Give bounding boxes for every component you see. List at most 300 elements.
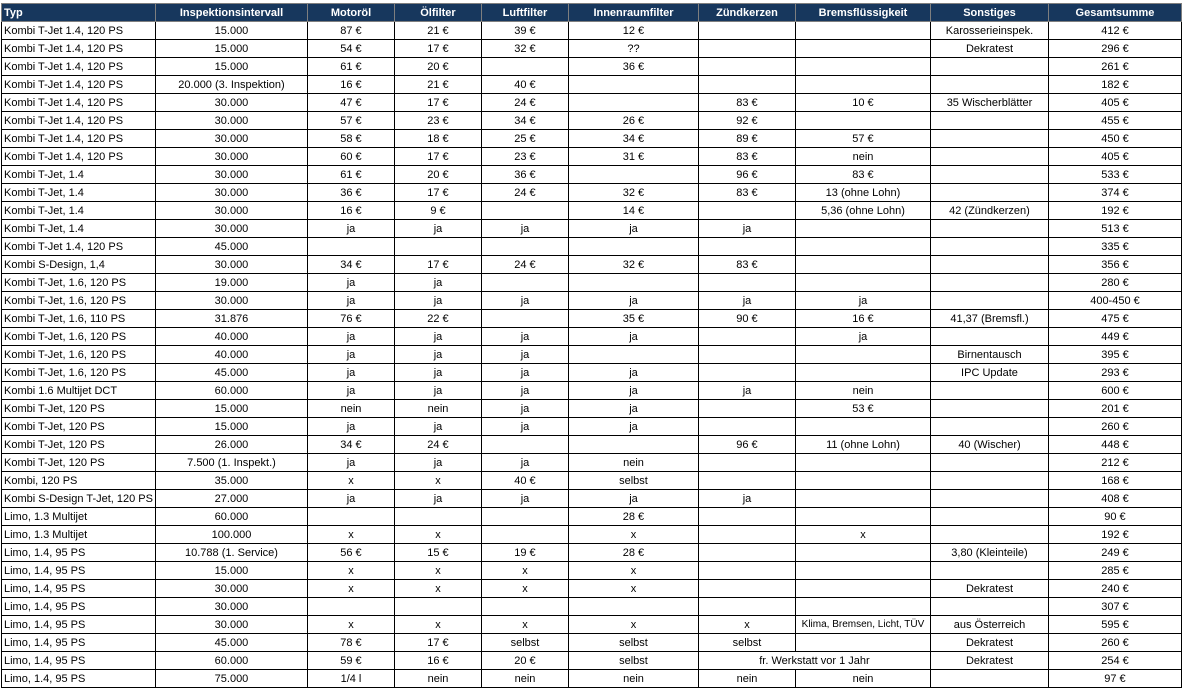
cell-innenraumfilter[interactable]: ja bbox=[568, 328, 698, 346]
cell-zuendkerzen[interactable]: 90 € bbox=[698, 310, 795, 328]
cell-luftfilter[interactable]: 39 € bbox=[481, 22, 568, 40]
cell-motoroel[interactable]: x bbox=[307, 616, 394, 634]
cell-typ[interactable]: Kombi T-Jet, 120 PS bbox=[2, 436, 156, 454]
cell-sonstiges[interactable]: Dekratest bbox=[930, 40, 1048, 58]
cell-zuendkerzen[interactable] bbox=[698, 328, 795, 346]
cell-interval[interactable]: 100.000 bbox=[155, 526, 307, 544]
cell-luftfilter[interactable] bbox=[481, 598, 568, 616]
cell-motoroel[interactable]: nein bbox=[307, 400, 394, 418]
cell-bremsfluessigkeit[interactable]: 16 € bbox=[795, 310, 930, 328]
cell-motoroel[interactable]: ja bbox=[307, 220, 394, 238]
cell-interval[interactable]: 15.000 bbox=[155, 40, 307, 58]
cell-interval[interactable]: 30.000 bbox=[155, 256, 307, 274]
cell-interval[interactable]: 35.000 bbox=[155, 472, 307, 490]
cell-innenraumfilter[interactable]: ja bbox=[568, 490, 698, 508]
cell-bremsfluessigkeit[interactable]: ja bbox=[795, 292, 930, 310]
cell-zuendkerzen[interactable] bbox=[698, 274, 795, 292]
cell-gesamtsumme[interactable]: 249 € bbox=[1048, 544, 1181, 562]
cell-bremsfluessigkeit[interactable]: 83 € bbox=[795, 166, 930, 184]
cell-typ[interactable]: Kombi T-Jet 1.4, 120 PS bbox=[2, 112, 156, 130]
cell-innenraumfilter[interactable]: 35 € bbox=[568, 310, 698, 328]
cell-interval[interactable]: 60.000 bbox=[155, 652, 307, 670]
cell-zuendkerzen[interactable]: selbst bbox=[698, 634, 795, 652]
cell-oelfilter[interactable]: ja bbox=[394, 274, 481, 292]
cell-gesamtsumme[interactable]: 600 € bbox=[1048, 382, 1181, 400]
cell-interval[interactable]: 60.000 bbox=[155, 382, 307, 400]
cell-oelfilter[interactable]: x bbox=[394, 580, 481, 598]
cell-sonstiges[interactable] bbox=[930, 292, 1048, 310]
cell-typ[interactable]: Limo, 1.4, 95 PS bbox=[2, 616, 156, 634]
cell-typ[interactable]: Kombi T-Jet 1.4, 120 PS bbox=[2, 22, 156, 40]
cell-typ[interactable]: Kombi T-Jet, 1.4 bbox=[2, 166, 156, 184]
cell-bremsfluessigkeit[interactable] bbox=[795, 508, 930, 526]
cell-oelfilter[interactable] bbox=[394, 508, 481, 526]
cell-sonstiges[interactable]: Karosserieinspek. bbox=[930, 22, 1048, 40]
cell-motoroel[interactable]: x bbox=[307, 472, 394, 490]
cell-interval[interactable]: 30.000 bbox=[155, 292, 307, 310]
cell-luftfilter[interactable] bbox=[481, 238, 568, 256]
cell-zuendkerzen[interactable] bbox=[698, 472, 795, 490]
cell-zuendkerzen[interactable]: 96 € bbox=[698, 166, 795, 184]
cell-zuendkerzen[interactable] bbox=[698, 76, 795, 94]
cell-bremsfluessigkeit[interactable] bbox=[795, 40, 930, 58]
cell-innenraumfilter[interactable]: ?? bbox=[568, 40, 698, 58]
cell-innenraumfilter[interactable]: nein bbox=[568, 670, 698, 688]
cell-gesamtsumme[interactable]: 240 € bbox=[1048, 580, 1181, 598]
cell-bremsfluessigkeit[interactable]: 13 (ohne Lohn) bbox=[795, 184, 930, 202]
cell-motoroel[interactable]: 16 € bbox=[307, 76, 394, 94]
column-header-typ[interactable]: Typ bbox=[2, 4, 156, 22]
cell-innenraumfilter[interactable] bbox=[568, 76, 698, 94]
cell-zuendkerzen[interactable] bbox=[698, 418, 795, 436]
cell-luftfilter[interactable]: ja bbox=[481, 454, 568, 472]
cell-zuendkerzen[interactable] bbox=[698, 454, 795, 472]
cell-gesamtsumme[interactable]: 335 € bbox=[1048, 238, 1181, 256]
cell-zuendkerzen[interactable]: 83 € bbox=[698, 148, 795, 166]
cell-oelfilter[interactable]: ja bbox=[394, 292, 481, 310]
cell-typ[interactable]: Kombi S-Design, 1,4 bbox=[2, 256, 156, 274]
cell-luftfilter[interactable]: 20 € bbox=[481, 652, 568, 670]
cell-luftfilter[interactable] bbox=[481, 526, 568, 544]
cell-bremsfluessigkeit[interactable]: 53 € bbox=[795, 400, 930, 418]
cell-interval[interactable]: 7.500 (1. Inspekt.) bbox=[155, 454, 307, 472]
cell-bremsfluessigkeit[interactable] bbox=[795, 562, 930, 580]
cell-sonstiges[interactable] bbox=[930, 148, 1048, 166]
cell-typ[interactable]: Kombi T-Jet, 120 PS bbox=[2, 418, 156, 436]
cell-typ[interactable]: Kombi T-Jet 1.4, 120 PS bbox=[2, 58, 156, 76]
cell-luftfilter[interactable]: x bbox=[481, 616, 568, 634]
cell-motoroel[interactable]: 57 € bbox=[307, 112, 394, 130]
cell-luftfilter[interactable]: ja bbox=[481, 220, 568, 238]
cell-sonstiges[interactable]: 35 Wischerblätter bbox=[930, 94, 1048, 112]
cell-typ[interactable]: Kombi T-Jet, 120 PS bbox=[2, 400, 156, 418]
cell-gesamtsumme[interactable]: 450 € bbox=[1048, 130, 1181, 148]
cell-zuendkerzen[interactable]: 92 € bbox=[698, 112, 795, 130]
cell-typ[interactable]: Limo, 1.4, 95 PS bbox=[2, 670, 156, 688]
cell-luftfilter[interactable]: ja bbox=[481, 490, 568, 508]
cell-zuendkerzen[interactable]: 83 € bbox=[698, 256, 795, 274]
cell-gesamtsumme[interactable]: 280 € bbox=[1048, 274, 1181, 292]
cell-sonstiges[interactable] bbox=[930, 328, 1048, 346]
cell-oelfilter[interactable]: ja bbox=[394, 328, 481, 346]
cell-bremsfluessigkeit[interactable] bbox=[795, 634, 930, 652]
column-header-bremsfluessigkeit[interactable]: Bremsflüssigkeit bbox=[795, 4, 930, 22]
cell-interval[interactable]: 27.000 bbox=[155, 490, 307, 508]
cell-sonstiges[interactable]: 41,37 (Bremsfl.) bbox=[930, 310, 1048, 328]
cell-interval[interactable]: 30.000 bbox=[155, 148, 307, 166]
cell-zuendkerzen[interactable] bbox=[698, 364, 795, 382]
cell-luftfilter[interactable]: ja bbox=[481, 364, 568, 382]
cell-luftfilter[interactable]: ja bbox=[481, 418, 568, 436]
cell-motoroel[interactable]: 34 € bbox=[307, 256, 394, 274]
cell-sonstiges[interactable]: aus Österreich bbox=[930, 616, 1048, 634]
cell-gesamtsumme[interactable]: 408 € bbox=[1048, 490, 1181, 508]
cell-typ[interactable]: Limo, 1.4, 95 PS bbox=[2, 562, 156, 580]
cell-interval[interactable]: 26.000 bbox=[155, 436, 307, 454]
cell-motoroel[interactable]: x bbox=[307, 562, 394, 580]
cell-motoroel[interactable]: ja bbox=[307, 346, 394, 364]
cell-innenraumfilter[interactable] bbox=[568, 346, 698, 364]
cell-innenraumfilter[interactable]: ja bbox=[568, 418, 698, 436]
cell-sonstiges[interactable] bbox=[930, 112, 1048, 130]
cell-sonstiges[interactable] bbox=[930, 508, 1048, 526]
cell-zuendkerzen[interactable]: 83 € bbox=[698, 184, 795, 202]
cell-motoroel[interactable]: 36 € bbox=[307, 184, 394, 202]
cell-innenraumfilter[interactable]: x bbox=[568, 616, 698, 634]
cell-sonstiges[interactable] bbox=[930, 58, 1048, 76]
cell-innenraumfilter[interactable]: ja bbox=[568, 220, 698, 238]
cell-sonstiges[interactable] bbox=[930, 256, 1048, 274]
cell-gesamtsumme[interactable]: 212 € bbox=[1048, 454, 1181, 472]
cell-gesamtsumme[interactable]: 182 € bbox=[1048, 76, 1181, 94]
cell-motoroel[interactable]: 56 € bbox=[307, 544, 394, 562]
cell-oelfilter[interactable]: 22 € bbox=[394, 310, 481, 328]
cell-oelfilter[interactable]: x bbox=[394, 526, 481, 544]
cell-luftfilter[interactable]: x bbox=[481, 562, 568, 580]
cell-typ[interactable]: Limo, 1.4, 95 PS bbox=[2, 598, 156, 616]
cell-sonstiges[interactable] bbox=[930, 562, 1048, 580]
cell-luftfilter[interactable]: ja bbox=[481, 292, 568, 310]
cell-typ[interactable]: Kombi T-Jet, 1.4 bbox=[2, 220, 156, 238]
cell-innenraumfilter[interactable]: selbst bbox=[568, 634, 698, 652]
cell-oelfilter[interactable]: 21 € bbox=[394, 76, 481, 94]
cell-innenraumfilter[interactable]: nein bbox=[568, 454, 698, 472]
cell-interval[interactable]: 40.000 bbox=[155, 346, 307, 364]
cell-zuendkerzen[interactable]: ja bbox=[698, 292, 795, 310]
column-header-gesamtsumme[interactable]: Gesamtsumme bbox=[1048, 4, 1181, 22]
cell-sonstiges[interactable]: 3,80 (Kleinteile) bbox=[930, 544, 1048, 562]
cell-gesamtsumme[interactable]: 296 € bbox=[1048, 40, 1181, 58]
cell-bremsfluessigkeit[interactable] bbox=[795, 58, 930, 76]
cell-bremsfluessigkeit[interactable]: 57 € bbox=[795, 130, 930, 148]
column-header-oelfilter[interactable]: Ölfilter bbox=[394, 4, 481, 22]
cell-gesamtsumme[interactable]: 448 € bbox=[1048, 436, 1181, 454]
cell-motoroel[interactable]: 16 € bbox=[307, 202, 394, 220]
cell-luftfilter[interactable]: 19 € bbox=[481, 544, 568, 562]
column-header-motoroel[interactable]: Motoröl bbox=[307, 4, 394, 22]
cell-oelfilter[interactable]: 15 € bbox=[394, 544, 481, 562]
cell-motoroel[interactable]: 60 € bbox=[307, 148, 394, 166]
cell-oelfilter[interactable]: 24 € bbox=[394, 436, 481, 454]
cell-luftfilter[interactable] bbox=[481, 58, 568, 76]
cell-oelfilter[interactable] bbox=[394, 598, 481, 616]
cell-typ[interactable]: Kombi T-Jet 1.4, 120 PS bbox=[2, 40, 156, 58]
cell-gesamtsumme[interactable]: 285 € bbox=[1048, 562, 1181, 580]
cell-gesamtsumme[interactable]: 374 € bbox=[1048, 184, 1181, 202]
cell-zuendkerzen[interactable] bbox=[698, 40, 795, 58]
cell-innenraumfilter[interactable]: ja bbox=[568, 382, 698, 400]
cell-interval[interactable]: 30.000 bbox=[155, 202, 307, 220]
cell-sonstiges[interactable]: 42 (Zündkerzen) bbox=[930, 202, 1048, 220]
cell-interval[interactable]: 30.000 bbox=[155, 166, 307, 184]
cell-bremsfluessigkeit[interactable] bbox=[795, 238, 930, 256]
column-header-luftfilter[interactable]: Luftfilter bbox=[481, 4, 568, 22]
cell-interval[interactable]: 30.000 bbox=[155, 580, 307, 598]
cell-bremsfluessigkeit[interactable] bbox=[795, 580, 930, 598]
cell-interval[interactable]: 30.000 bbox=[155, 112, 307, 130]
cell-typ[interactable]: Kombi T-Jet, 120 PS bbox=[2, 454, 156, 472]
cell-sonstiges[interactable] bbox=[930, 490, 1048, 508]
cell-innenraumfilter[interactable]: x bbox=[568, 526, 698, 544]
cell-zuendkerzen[interactable] bbox=[698, 508, 795, 526]
cell-luftfilter[interactable]: 24 € bbox=[481, 184, 568, 202]
cell-innenraumfilter[interactable] bbox=[568, 436, 698, 454]
cell-motoroel[interactable]: 76 € bbox=[307, 310, 394, 328]
cell-innenraumfilter[interactable]: selbst bbox=[568, 652, 698, 670]
cell-oelfilter[interactable]: 20 € bbox=[394, 58, 481, 76]
cell-oelfilter[interactable] bbox=[394, 238, 481, 256]
cell-luftfilter[interactable]: 25 € bbox=[481, 130, 568, 148]
cell-motoroel[interactable]: ja bbox=[307, 382, 394, 400]
cell-gesamtsumme[interactable]: 513 € bbox=[1048, 220, 1181, 238]
cell-typ[interactable]: Kombi T-Jet, 1.6, 120 PS bbox=[2, 328, 156, 346]
cell-typ[interactable]: Kombi T-Jet 1.4, 120 PS bbox=[2, 76, 156, 94]
cell-sonstiges[interactable]: Dekratest bbox=[930, 634, 1048, 652]
cell-bremsfluessigkeit[interactable] bbox=[795, 454, 930, 472]
cell-typ[interactable]: Limo, 1.4, 95 PS bbox=[2, 634, 156, 652]
cell-motoroel[interactable]: 54 € bbox=[307, 40, 394, 58]
cell-motoroel[interactable]: 34 € bbox=[307, 436, 394, 454]
cell-interval[interactable]: 40.000 bbox=[155, 328, 307, 346]
cell-luftfilter[interactable]: ja bbox=[481, 328, 568, 346]
cell-typ[interactable]: Limo, 1.4, 95 PS bbox=[2, 580, 156, 598]
cell-typ[interactable]: Kombi T-Jet 1.4, 120 PS bbox=[2, 148, 156, 166]
cell-interval[interactable]: 45.000 bbox=[155, 634, 307, 652]
cell-luftfilter[interactable]: nein bbox=[481, 670, 568, 688]
cell-oelfilter[interactable]: 16 € bbox=[394, 652, 481, 670]
cell-oelfilter[interactable]: 17 € bbox=[394, 184, 481, 202]
cell-motoroel[interactable]: x bbox=[307, 580, 394, 598]
cell-typ[interactable]: Kombi T-Jet, 1.4 bbox=[2, 184, 156, 202]
cell-oelfilter[interactable]: nein bbox=[394, 670, 481, 688]
cell-motoroel[interactable]: ja bbox=[307, 274, 394, 292]
cell-zuendkerzen[interactable] bbox=[698, 346, 795, 364]
cell-innenraumfilter[interactable]: 32 € bbox=[568, 256, 698, 274]
cell-sonstiges[interactable]: IPC Update bbox=[930, 364, 1048, 382]
cell-bremsfluessigkeit[interactable] bbox=[795, 112, 930, 130]
cell-motoroel[interactable]: ja bbox=[307, 292, 394, 310]
cell-interval[interactable]: 15.000 bbox=[155, 562, 307, 580]
cell-innenraumfilter[interactable]: ja bbox=[568, 292, 698, 310]
cell-bremsfluessigkeit[interactable] bbox=[795, 256, 930, 274]
cell-motoroel[interactable]: ja bbox=[307, 328, 394, 346]
cell-bremsfluessigkeit[interactable]: ja bbox=[795, 328, 930, 346]
cell-luftfilter[interactable]: 40 € bbox=[481, 472, 568, 490]
cell-motoroel[interactable]: ja bbox=[307, 418, 394, 436]
cell-oelfilter[interactable]: ja bbox=[394, 346, 481, 364]
cell-gesamtsumme[interactable]: 261 € bbox=[1048, 58, 1181, 76]
cell-interval[interactable]: 45.000 bbox=[155, 238, 307, 256]
cell-oelfilter[interactable]: 21 € bbox=[394, 22, 481, 40]
cell-sonstiges[interactable] bbox=[930, 274, 1048, 292]
cell-typ[interactable]: Kombi T-Jet, 1.6, 120 PS bbox=[2, 274, 156, 292]
column-header-sonstiges[interactable]: Sonstiges bbox=[930, 4, 1048, 22]
cell-gesamtsumme[interactable]: 405 € bbox=[1048, 94, 1181, 112]
cell-oelfilter[interactable]: ja bbox=[394, 454, 481, 472]
cell-oelfilter[interactable]: 17 € bbox=[394, 94, 481, 112]
cell-luftfilter[interactable]: 23 € bbox=[481, 148, 568, 166]
cell-innenraumfilter[interactable]: 36 € bbox=[568, 58, 698, 76]
cell-interval[interactable]: 15.000 bbox=[155, 58, 307, 76]
cell-motoroel[interactable]: 61 € bbox=[307, 58, 394, 76]
cell-bremsfluessigkeit[interactable] bbox=[795, 472, 930, 490]
cell-oelfilter[interactable]: 17 € bbox=[394, 634, 481, 652]
cell-motoroel[interactable]: ja bbox=[307, 454, 394, 472]
cell-gesamtsumme[interactable]: 168 € bbox=[1048, 472, 1181, 490]
cell-luftfilter[interactable]: selbst bbox=[481, 634, 568, 652]
cell-luftfilter[interactable]: 34 € bbox=[481, 112, 568, 130]
cell-interval[interactable]: 15.000 bbox=[155, 418, 307, 436]
cell-sonstiges[interactable] bbox=[930, 382, 1048, 400]
cell-motoroel[interactable] bbox=[307, 508, 394, 526]
cell-interval[interactable]: 15.000 bbox=[155, 22, 307, 40]
cell-zuendkerzen[interactable]: x bbox=[698, 616, 795, 634]
cell-innenraumfilter[interactable]: 31 € bbox=[568, 148, 698, 166]
cell-bremsfluessigkeit[interactable] bbox=[795, 76, 930, 94]
cell-oelfilter[interactable]: 17 € bbox=[394, 148, 481, 166]
cell-zuendkerzen[interactable]: ja bbox=[698, 220, 795, 238]
cell-interval[interactable]: 19.000 bbox=[155, 274, 307, 292]
cell-bremsfluessigkeit[interactable]: 11 (ohne Lohn) bbox=[795, 436, 930, 454]
cell-innenraumfilter[interactable] bbox=[568, 274, 698, 292]
cell-typ[interactable]: Kombi 1.6 Multijet DCT bbox=[2, 382, 156, 400]
column-header-inspektionsintervall[interactable]: Inspektionsintervall bbox=[155, 4, 307, 22]
cell-motoroel[interactable]: 78 € bbox=[307, 634, 394, 652]
cell-innenraumfilter[interactable]: ja bbox=[568, 400, 698, 418]
cell-interval[interactable]: 45.000 bbox=[155, 364, 307, 382]
cell-zuendkerzen[interactable] bbox=[698, 202, 795, 220]
cell-gesamtsumme[interactable]: 307 € bbox=[1048, 598, 1181, 616]
cell-typ[interactable]: Kombi T-Jet, 1.4 bbox=[2, 202, 156, 220]
cell-interval[interactable]: 30.000 bbox=[155, 598, 307, 616]
cell-zuendkerzen[interactable] bbox=[698, 58, 795, 76]
cell-bremsfluessigkeit[interactable]: 10 € bbox=[795, 94, 930, 112]
cell-zuendkerzen[interactable] bbox=[698, 22, 795, 40]
cell-sonstiges[interactable] bbox=[930, 184, 1048, 202]
cell-sonstiges[interactable] bbox=[930, 130, 1048, 148]
cell-innenraumfilter[interactable]: x bbox=[568, 562, 698, 580]
column-header-zuendkerzen[interactable]: Zündkerzen bbox=[698, 4, 795, 22]
cell-luftfilter[interactable] bbox=[481, 274, 568, 292]
cell-luftfilter[interactable]: ja bbox=[481, 382, 568, 400]
cell-oelfilter[interactable]: x bbox=[394, 616, 481, 634]
cell-sonstiges[interactable] bbox=[930, 454, 1048, 472]
cell-oelfilter[interactable]: ja bbox=[394, 418, 481, 436]
cell-gesamtsumme[interactable]: 97 € bbox=[1048, 670, 1181, 688]
cell-zuendkerzen[interactable] bbox=[698, 544, 795, 562]
cell-gesamtsumme[interactable]: 254 € bbox=[1048, 652, 1181, 670]
cell-innenraumfilter[interactable] bbox=[568, 94, 698, 112]
cell-typ[interactable]: Kombi T-Jet, 1.6, 120 PS bbox=[2, 292, 156, 310]
cell-zuendkerzen[interactable] bbox=[698, 580, 795, 598]
cell-interval[interactable]: 30.000 bbox=[155, 220, 307, 238]
cell-innenraumfilter[interactable] bbox=[568, 166, 698, 184]
cell-gesamtsumme[interactable]: 90 € bbox=[1048, 508, 1181, 526]
cell-bremsfluessigkeit[interactable]: nein bbox=[795, 382, 930, 400]
cell-zuendkerzen[interactable] bbox=[698, 526, 795, 544]
cell-bremsfluessigkeit[interactable] bbox=[795, 418, 930, 436]
cell-bremsfluessigkeit[interactable] bbox=[795, 598, 930, 616]
cell-oelfilter[interactable]: 17 € bbox=[394, 40, 481, 58]
cell-innenraumfilter[interactable]: ja bbox=[568, 364, 698, 382]
cell-oelfilter[interactable]: ja bbox=[394, 364, 481, 382]
cell-innenraumfilter[interactable]: 14 € bbox=[568, 202, 698, 220]
cell-sonstiges[interactable]: Dekratest bbox=[930, 580, 1048, 598]
cell-motoroel[interactable] bbox=[307, 238, 394, 256]
cell-bremsfluessigkeit[interactable] bbox=[795, 544, 930, 562]
cell-sonstiges[interactable]: 40 (Wischer) bbox=[930, 436, 1048, 454]
cell-sonstiges[interactable]: Birnentausch bbox=[930, 346, 1048, 364]
cell-sonstiges[interactable] bbox=[930, 526, 1048, 544]
cell-zuendkerzen[interactable]: ja bbox=[698, 490, 795, 508]
cell-zuendkerzen[interactable] bbox=[698, 598, 795, 616]
cell-gesamtsumme[interactable]: 201 € bbox=[1048, 400, 1181, 418]
cell-motoroel[interactable]: 47 € bbox=[307, 94, 394, 112]
cell-oelfilter[interactable]: 17 € bbox=[394, 256, 481, 274]
cell-luftfilter[interactable]: 24 € bbox=[481, 94, 568, 112]
cell-oelfilter[interactable]: 18 € bbox=[394, 130, 481, 148]
cell-sonstiges[interactable] bbox=[930, 598, 1048, 616]
cell-typ[interactable]: Limo, 1.4, 95 PS bbox=[2, 652, 156, 670]
cell-luftfilter[interactable]: 40 € bbox=[481, 76, 568, 94]
cell-typ[interactable]: Limo, 1.4, 95 PS bbox=[2, 544, 156, 562]
cell-zuendkerzen[interactable]: 89 € bbox=[698, 130, 795, 148]
cell-typ[interactable]: Limo, 1.3 Multijet bbox=[2, 508, 156, 526]
cell-motoroel[interactable]: 59 € bbox=[307, 652, 394, 670]
cell-typ[interactable]: Kombi T-Jet 1.4, 120 PS bbox=[2, 94, 156, 112]
cell-interval[interactable]: 10.788 (1. Service) bbox=[155, 544, 307, 562]
cell-luftfilter[interactable]: ja bbox=[481, 400, 568, 418]
cell-innenraumfilter[interactable]: 26 € bbox=[568, 112, 698, 130]
cell-oelfilter[interactable]: 9 € bbox=[394, 202, 481, 220]
cell-sonstiges[interactable] bbox=[930, 418, 1048, 436]
cell-zuendkerzen[interactable] bbox=[698, 238, 795, 256]
cell-oelfilter[interactable]: 23 € bbox=[394, 112, 481, 130]
cell-oelfilter[interactable]: ja bbox=[394, 382, 481, 400]
cell-typ[interactable]: Kombi T-Jet 1.4, 120 PS bbox=[2, 238, 156, 256]
cell-luftfilter[interactable]: ja bbox=[481, 346, 568, 364]
cell-innenraumfilter[interactable]: 28 € bbox=[568, 508, 698, 526]
cell-gesamtsumme[interactable]: 533 € bbox=[1048, 166, 1181, 184]
cell-innenraumfilter[interactable] bbox=[568, 598, 698, 616]
cell-bremsfluessigkeit[interactable]: 5,36 (ohne Lohn) bbox=[795, 202, 930, 220]
cell-typ[interactable]: Kombi T-Jet, 1.6, 120 PS bbox=[2, 346, 156, 364]
cell-typ[interactable]: Kombi, 120 PS bbox=[2, 472, 156, 490]
cell-innenraumfilter[interactable]: 12 € bbox=[568, 22, 698, 40]
cell-gesamtsumme[interactable]: 405 € bbox=[1048, 148, 1181, 166]
cell-luftfilter[interactable] bbox=[481, 310, 568, 328]
cell-sonstiges[interactable]: Dekratest bbox=[930, 652, 1048, 670]
